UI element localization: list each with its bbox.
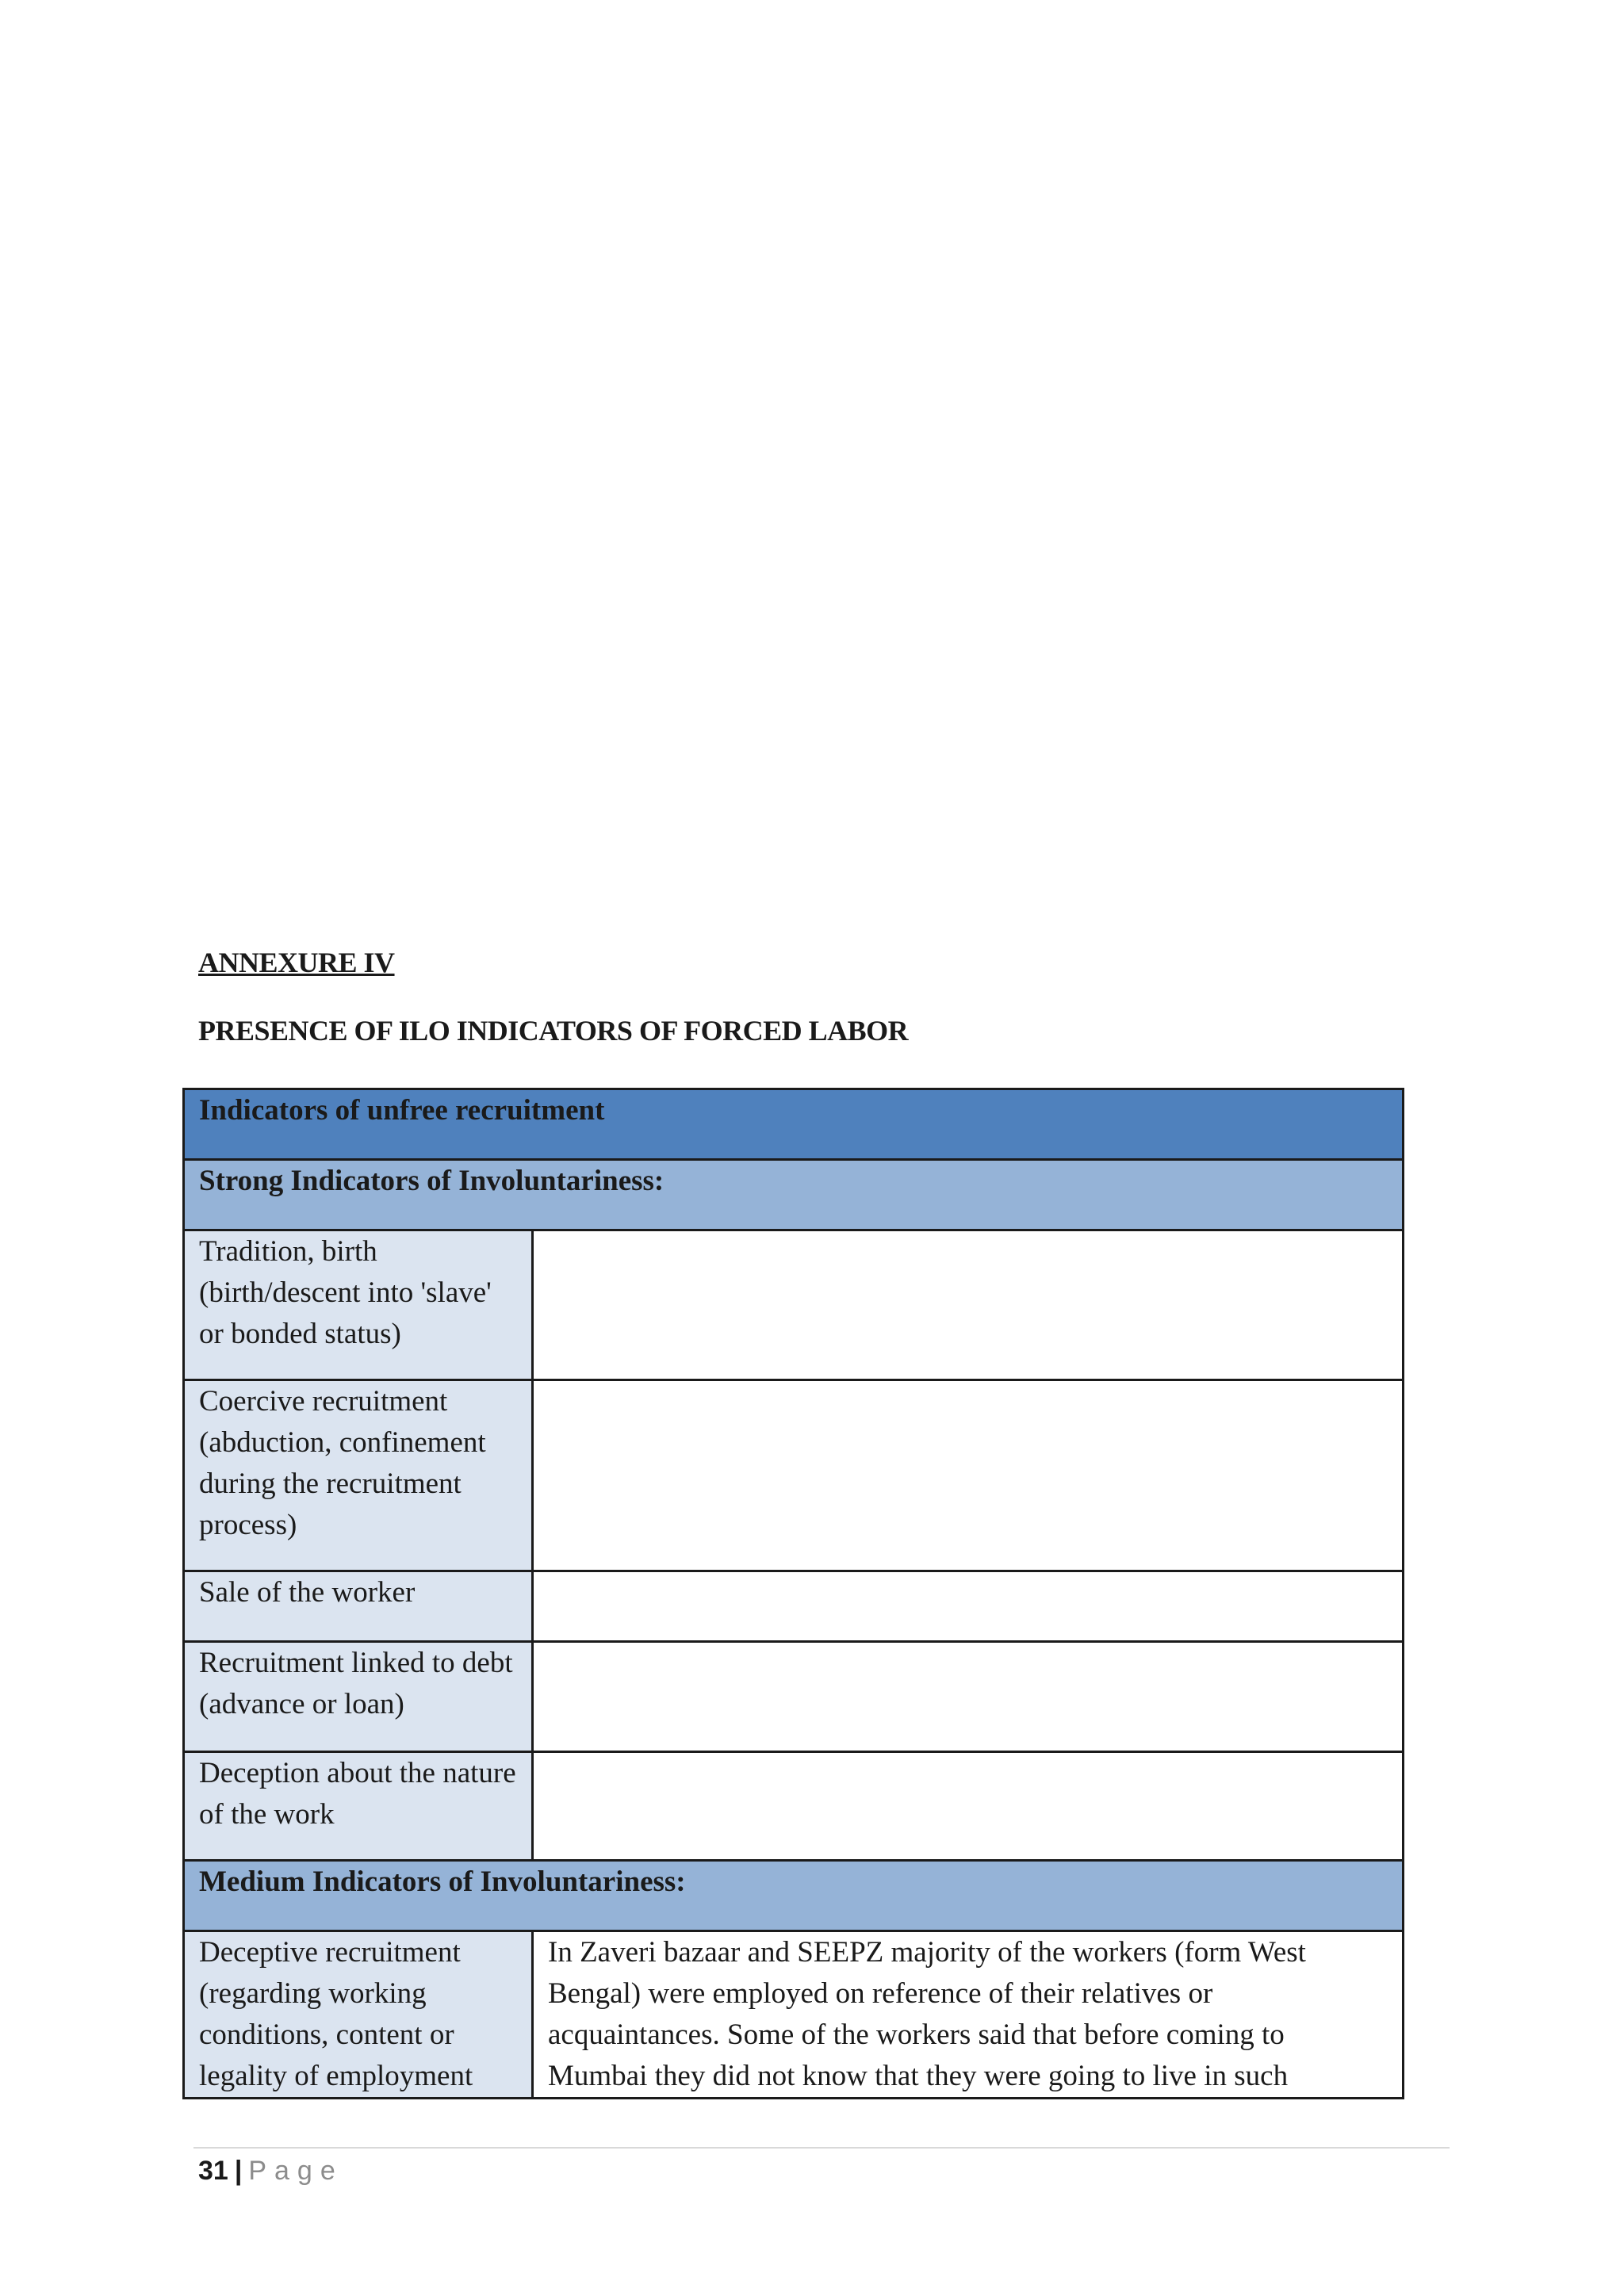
indicator-finding xyxy=(533,1380,1404,1571)
unfree-recruitment-header: Indicators of unfree recruitment xyxy=(184,1089,1404,1160)
table-row xyxy=(184,1931,1404,2099)
table-row xyxy=(184,1752,1404,1861)
table-row xyxy=(184,1571,1404,1642)
table-row xyxy=(184,1230,1404,1380)
indicator-label: Deception about the nature of the work xyxy=(184,1752,533,1861)
strong-indicators-header-row xyxy=(184,1160,1404,1230)
table-row xyxy=(184,1380,1404,1571)
table-row xyxy=(184,1642,1404,1752)
indicator-finding xyxy=(533,1642,1404,1752)
indicator-label: Coercive recruitment (abduction, confinement during the recruitment process) xyxy=(184,1380,533,1571)
indicator-label: Sale of the worker xyxy=(184,1571,533,1642)
page-number: 31 xyxy=(198,2156,228,2186)
annexure-title: ANNEXURE IV xyxy=(198,947,395,978)
indicator-label: Recruitment linked to debt (advance or loan) xyxy=(184,1642,533,1752)
footer-separator: | xyxy=(234,2156,243,2186)
indicator-finding xyxy=(533,1752,1404,1861)
indicator-finding xyxy=(533,1571,1404,1642)
indicator-label: Tradition, birth (birth/descent into 'slave' or bonded status) xyxy=(184,1230,533,1380)
page-label: Page xyxy=(248,2156,343,2186)
indicator-finding: In Zaveri bazaar and SEEPZ majority of the workers (form West Bengal) were employed on reference of their relatives or acquaintances. Some of the workers said that before coming to Mumbai they did not know that they were going to live in such xyxy=(533,1931,1404,2099)
indicator-finding xyxy=(533,1230,1404,1380)
footer-divider xyxy=(193,2147,1450,2149)
page-footer xyxy=(198,2153,343,2188)
table-header-row xyxy=(184,1089,1404,1160)
section-title: PRESENCE OF ILO INDICATORS OF FORCED LABOR xyxy=(198,1015,909,1047)
medium-indicators-header-row xyxy=(184,1861,1404,1931)
medium-indicators-header: Medium Indicators of Involuntariness: xyxy=(184,1861,1404,1931)
forced-labor-indicators-table xyxy=(182,1088,1404,2099)
indicator-label: Deceptive recruitment (regarding working conditions, content or legality of employment xyxy=(184,1931,533,2099)
strong-indicators-header: Strong Indicators of Involuntariness: xyxy=(184,1160,1404,1230)
